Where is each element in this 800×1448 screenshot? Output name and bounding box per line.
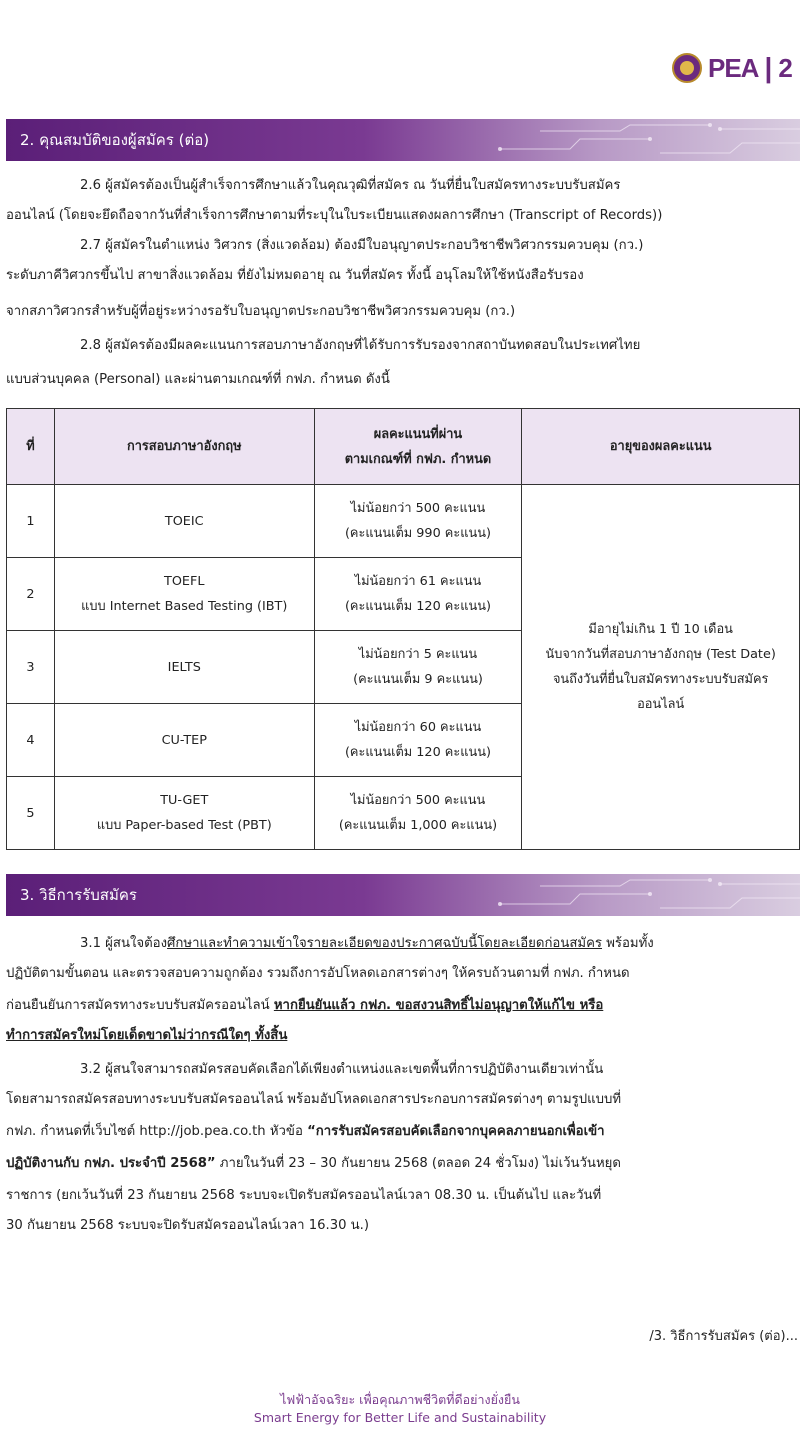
clause-2-7-line-3: จากสภาวิศวกรสำหรับผู้ที่อยู่ระหว่างรอรับใบอนุญาตประกอบวิชาชีพวิศวกรรมควบคุม (กว.) (6, 304, 516, 319)
section-3-header (6, 874, 800, 916)
clause-3-2-line-2: โดยสามารถสมัครสอบทางระบบรับสมัครออนไลน์ พร้อมอัปโหลดเอกสารประกอบการสมัครต่างๆ ตามรูปแบบที่ (6, 1092, 622, 1107)
logo-separator: | (764, 52, 773, 83)
clause-3-2-line-1: 3.2 ผู้สนใจสามารถสมัครสอบคัดเลือกได้เพียงตำแหน่งและเขตพื้นที่การปฏิบัติงานเดียวเท่านั้น (80, 1062, 604, 1077)
clause-3-2-line-4: ปฏิบัติงานกับ กฟภ. ประจำปี 2568” ภายในวันที่ 23 – 30 กันยายน 2568 (ตลอด 24 ชั่วโมง) ไม่เว้นวันหยุด (6, 1156, 621, 1171)
footer-slogan-thai: ไฟฟ้าอัจฉริยะ เพื่อคุณภาพชีวิตที่ดีอย่างยั่งยืน (280, 1392, 520, 1407)
clause-2-7-line-2: ระดับภาคีวิศวกรขึ้นไป สาขาสิ่งแวดล้อม ที่ยังไม่หมดอายุ ณ วันที่สมัคร ทั้งนี้ อนุโลมให้ใช้หนังสือรับรอง (6, 268, 584, 283)
clause-3-1-line-2: ปฏิบัติตามขั้นตอน และตรวจสอบความถูกต้อง รวมถึงการอัปโหลดเอกสารต่างๆ ให้ครบถ้วนตามที่ กฟภ. กำหนด (6, 966, 630, 981)
clause-2-7-line-1: 2.7 ผู้สมัครในตำแหน่ง วิศวกร (สิ่งแวดล้อม) ต้องมีใบอนุญาตประกอบวิชาชีพวิศวกรรมควบคุม (กว.) (80, 238, 644, 253)
passing-score: ไม่น้อยกว่า 5 คะแนน (คะแนนเต็ม 9 คะแนน) (314, 631, 522, 704)
test-name: TOEFL แบบ Internet Based Testing (IBT) (54, 558, 314, 631)
table-row (7, 485, 800, 558)
clause-3-2-line-6: 30 กันยายน 2568 ระบบจะปิดรับสมัครออนไลน์เวลา 16.30 น.) (6, 1218, 370, 1233)
clause-2-8-line-2: แบบส่วนบุคคล (Personal) และผ่านตามเกณฑ์ที่ กฟภ. กำหนด ดังนี้ (6, 372, 390, 387)
clause-3-2-line-3: กฟภ. กำหนดที่เว็บไซต์ http://job.pea.co.th หัวข้อ “การรับสมัครสอบคัดเลือกจากบุคคลภายนอกเพื่อเข้า (6, 1124, 605, 1139)
table-header-test: การสอบภาษาอังกฤษ (54, 409, 314, 485)
section-2-title: 2. คุณสมบัติของผู้สมัคร (ต่อ) (20, 131, 210, 149)
row-number: 1 (7, 485, 55, 558)
section-2-header (6, 119, 800, 161)
passing-score: ไม่น้อยกว่า 61 คะแนน (คะแนนเต็ม 120 คะแนน) (314, 558, 522, 631)
test-name: TU-GET แบบ Paper-based Test (PBT) (54, 777, 314, 850)
page-number: 2 (778, 52, 793, 83)
circuit-decoration-icon (480, 874, 800, 916)
row-number: 5 (7, 777, 55, 850)
table-header-no: ที่ (7, 409, 55, 485)
passing-score: ไม่น้อยกว่า 500 คะแนน (คะแนนเต็ม 1,000 คะแนน) (314, 777, 522, 850)
pea-seal-icon (672, 53, 702, 83)
clause-3-1-line-1: 3.1 ผู้สนใจต้องศึกษาและทำความเข้าใจรายละเอียดของประกาศฉบับนี้โดยละเอียดก่อนสมัคร พร้อมทั้ง (80, 936, 654, 951)
clause-2-6-line-1: 2.6 ผู้สมัครต้องเป็นผู้สำเร็จการศึกษาแล้วในคุณวุฒิที่สมัคร ณ วันที่ยื่นใบสมัครทางระบบรับสมัคร (80, 178, 621, 193)
passing-score: ไม่น้อยกว่า 500 คะแนน (คะแนนเต็ม 990 คะแนน) (314, 485, 522, 558)
footer-slogan-english: Smart Energy for Better Life and Sustainability (253, 1410, 547, 1425)
row-number: 3 (7, 631, 55, 704)
row-number: 4 (7, 704, 55, 777)
table-header-validity: อายุของผลคะแนน (522, 409, 800, 485)
table-header-score: ผลคะแนนที่ผ่าน ตามเกณฑ์ที่ กฟภ. กำหนด (314, 409, 522, 485)
section-3-title: 3. วิธีการรับสมัคร (20, 886, 137, 904)
clause-2-6-line-2: ออนไลน์ (โดยจะยึดถือจากวันที่สำเร็จการศึกษาตามที่ระบุในใบระเบียนแสดงผลการศึกษา (Transcript of Records)) (6, 208, 663, 223)
clause-2-8-line-1: 2.8 ผู้สมัครต้องมีผลคะแนนการสอบภาษาอังกฤษที่ได้รับการรับรองจากสถาบันทดสอบในประเทศไทย (80, 338, 641, 353)
row-number: 2 (7, 558, 55, 631)
logo-text: PEA (708, 52, 759, 83)
test-name: IELTS (54, 631, 314, 704)
score-validity: มีอายุไม่เกิน 1 ปี 10 เดือน นับจากวันที่สอบภาษาอังกฤษ (Test Date) จนถึงวันที่ยื่นใบสมัครทางระบบรับสมัคร ออนไลน์ (522, 485, 800, 850)
test-name: CU-TEP (54, 704, 314, 777)
english-test-table (6, 408, 800, 850)
clause-3-2-line-5: ราชการ (ยกเว้นวันที่ 23 กันยายน 2568 ระบบจะเปิดรับสมัครออนไลน์เวลา 08.30 น. เป็นต้นไป และวันที่ (6, 1188, 602, 1203)
test-name: TOEIC (54, 485, 314, 558)
clause-3-1-line-4: ทำการสมัครใหม่โดยเด็ดขาดไม่ว่ากรณีใดๆ ทั้งสิ้น (6, 1028, 288, 1043)
clause-3-1-line-3: ก่อนยืนยันการสมัครทางระบบรับสมัครออนไลน์ หากยืนยันแล้ว กฟภ. ขอสงวนสิทธิ์ไม่อนุญาตให้แก้ไข หรือ (6, 998, 604, 1013)
circuit-decoration-icon (480, 119, 800, 161)
pea-logo (672, 52, 793, 84)
passing-score: ไม่น้อยกว่า 60 คะแนน (คะแนนเต็ม 120 คะแนน) (314, 704, 522, 777)
continued-note: /3. วิธีการรับสมัคร (ต่อ)... (649, 1329, 798, 1344)
